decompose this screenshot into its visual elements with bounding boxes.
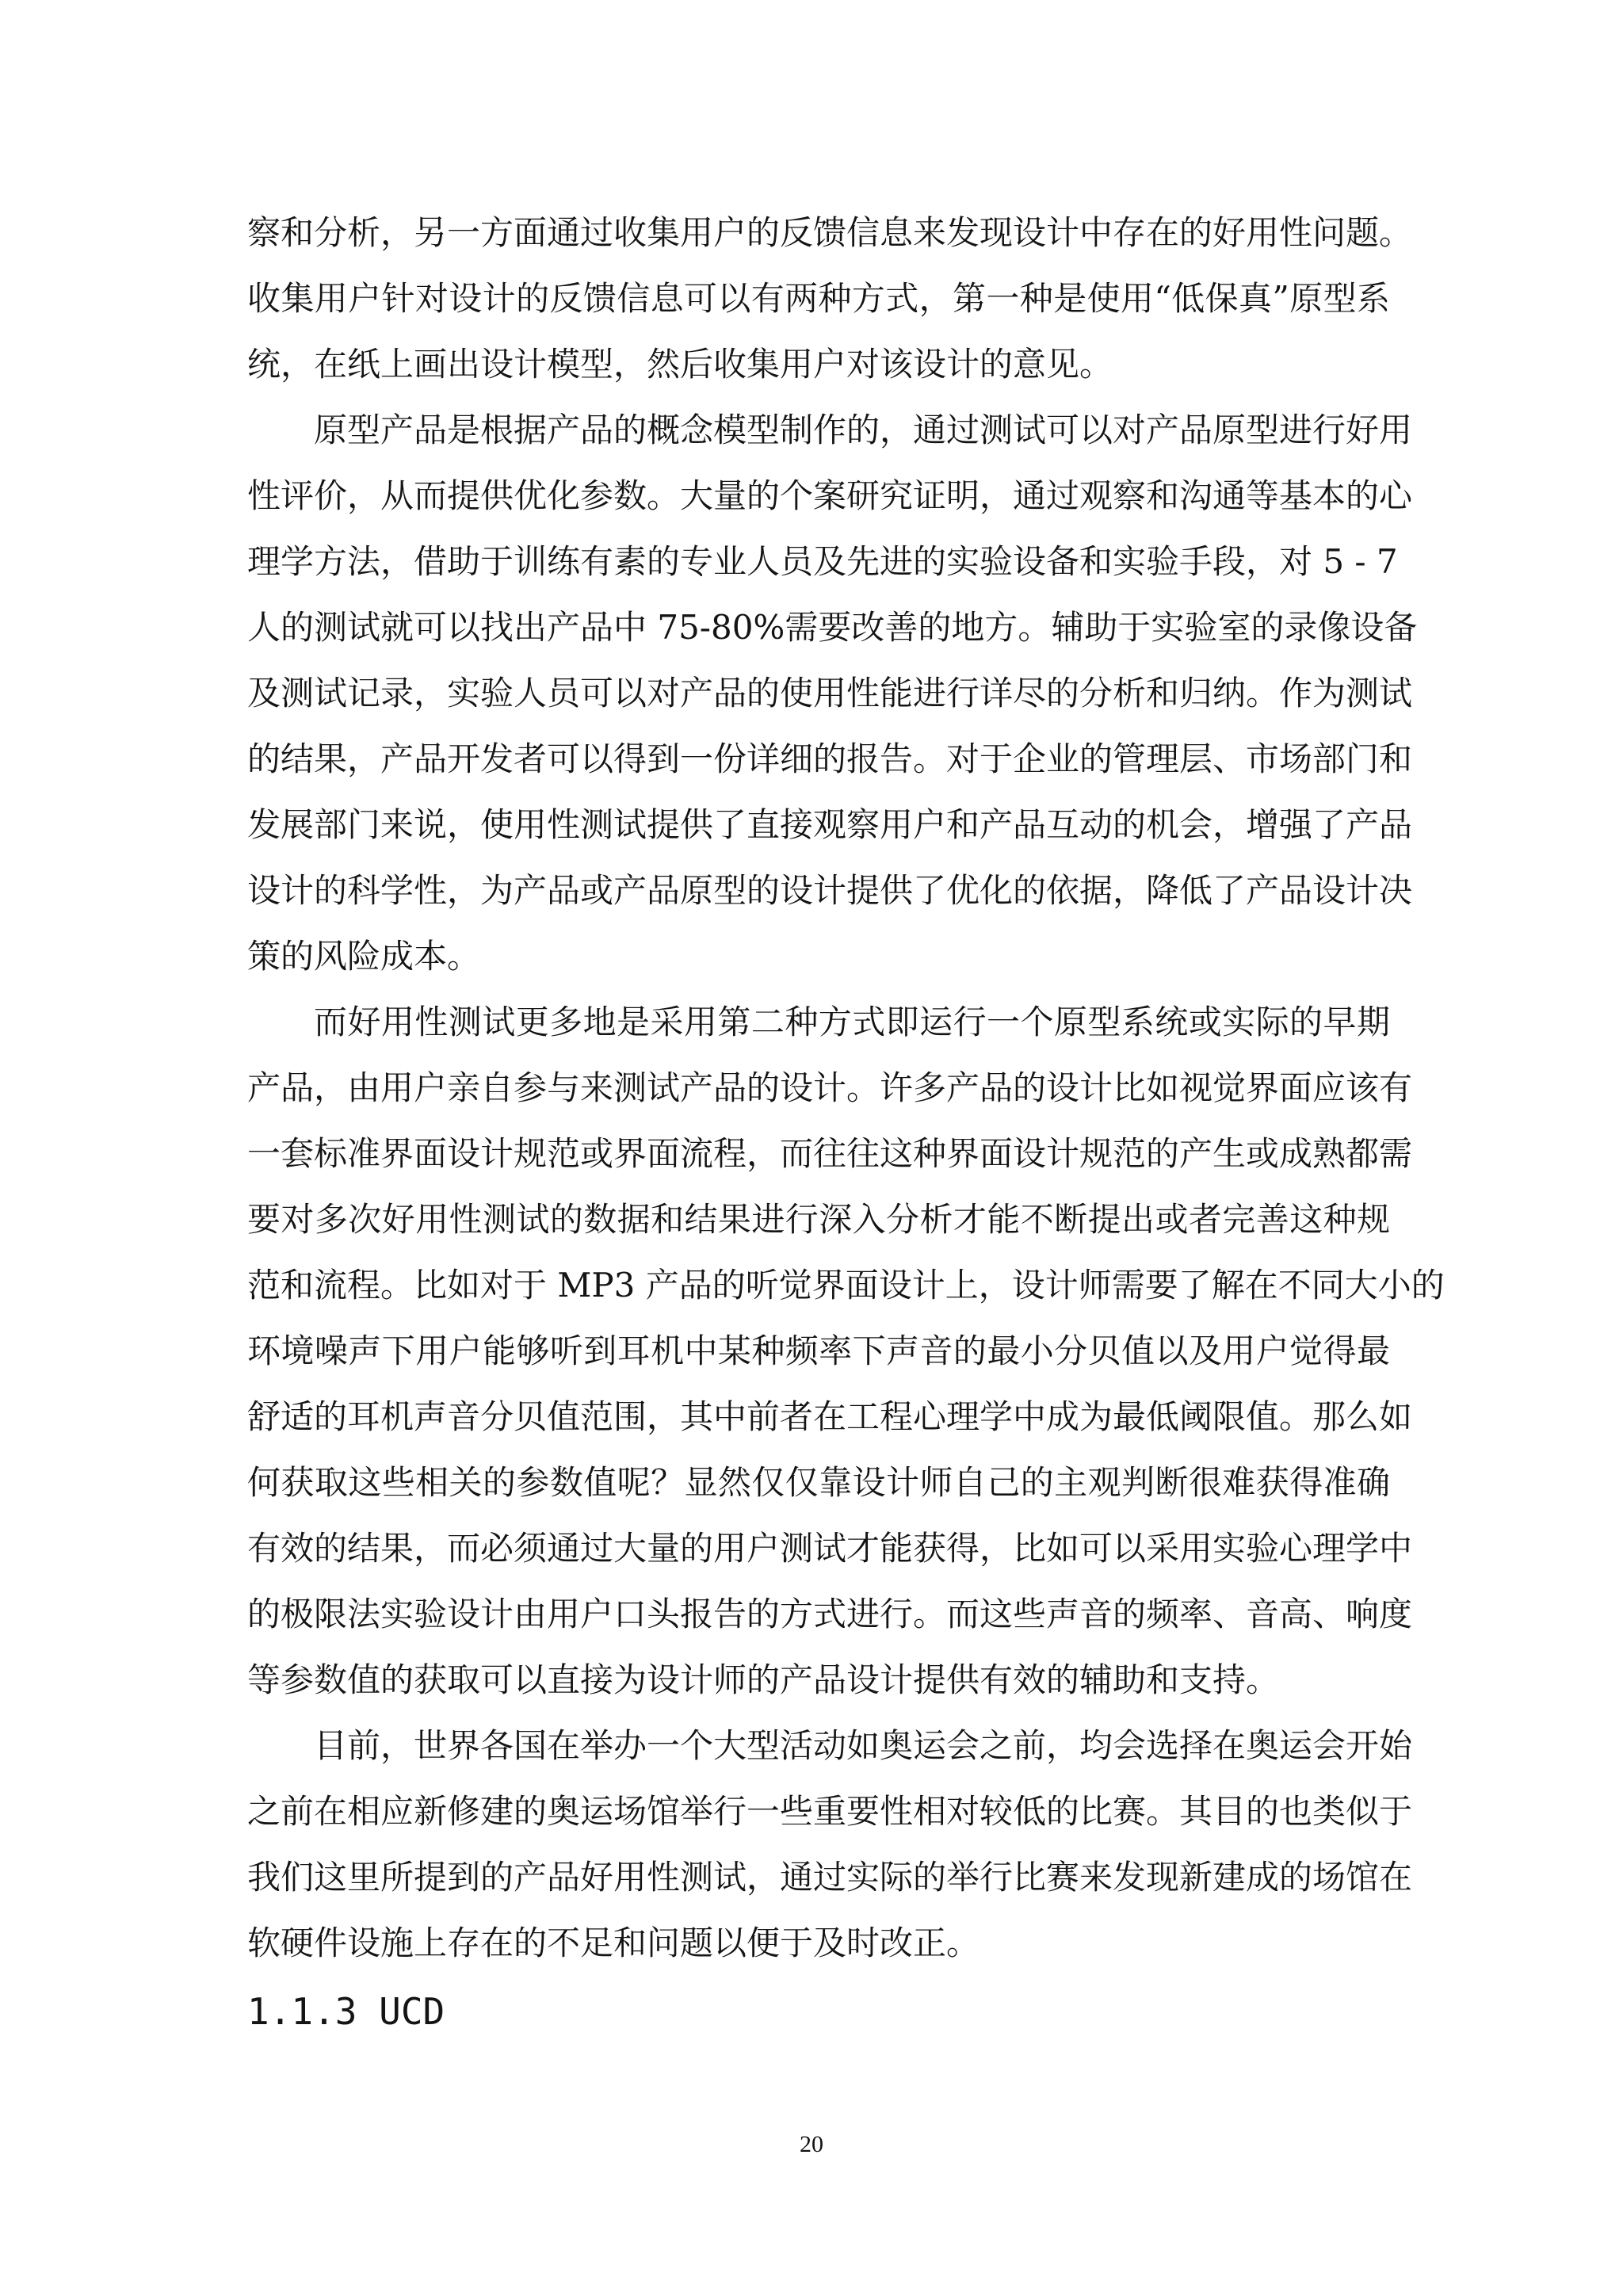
page-number: 20: [800, 2131, 823, 2157]
body-text: [247, 200, 1445, 1976]
paragraph-line: 原型产品是根据产品的概念模型制作的，通过测试可以对产品原型进行好用: [314, 411, 1413, 449]
paragraph-line: 统，在纸上画出设计模型，然后收集用户对该设计的意见。: [247, 345, 1113, 384]
paragraph-line: 环境噪声下用户能够听到耳机中某种频率下声音的最小分贝值以及用户觉得最: [247, 1331, 1390, 1370]
paragraph-line: 人的测试就可以找出产品中 75-80%需要改善的地方。辅助于实验室的录像设备: [247, 608, 1418, 647]
paragraph-line: 舒适的耳机声音分贝值范围，其中前者在工程心理学中成为最低阈限值。那么如: [247, 1397, 1413, 1436]
paragraph-line: 及测试记录，实验人员可以对产品的使用性能进行详尽的分析和归纳。作为测试: [247, 674, 1413, 712]
paragraph-line: 策的风险成本。: [247, 937, 481, 976]
paragraph-line: 察和分析，另一方面通过收集用户的反馈信息来发现设计中存在的好用性问题。: [247, 213, 1413, 252]
paragraph-line: 目前，世界各国在举办一个大型活动如奥运会之前，均会选择在奥运会开始: [314, 1726, 1413, 1765]
paragraph-line: 等参数值的获取可以直接为设计师的产品设计提供有效的辅助和支持。: [247, 1660, 1280, 1699]
paragraph-line: 而好用性测试更多地是采用第二种方式即运行一个原型系统或实际的早期: [314, 1003, 1390, 1041]
paragraph-line: 的结果，产品开发者可以得到一份详细的报告。对于企业的管理层、市场部门和: [247, 739, 1413, 778]
paragraph-line: 发展部门来说，使用性测试提供了直接观察用户和产品互动的机会，增强了产品: [247, 805, 1413, 844]
paragraph-line: 产品，由用户亲自参与来测试产品的设计。许多产品的设计比如视觉界面应该有: [247, 1068, 1413, 1107]
paragraph-line: 收集用户针对设计的反馈信息可以有两种方式，第一种是使用“低保真”原型系: [247, 279, 1390, 318]
paragraph-line: 设计的科学性，为产品或产品原型的设计提供了优化的依据，降低了产品设计决: [247, 871, 1413, 910]
paragraph-line: 有效的结果，而必须通过大量的用户测试才能获得，比如可以采用实验心理学中: [247, 1529, 1413, 1568]
paragraph-line: 要对多次好用性测试的数据和结果进行深入分析才能不断提出或者完善这种规: [247, 1200, 1390, 1239]
paragraph-line: 理学方法，借助于训练有素的专业人员及先进的实验设备和实验手段，对 5 - 7: [247, 542, 1398, 581]
paragraph-line: 性评价，从而提供优化参数。大量的个案研究证明，通过观察和沟通等基本的心: [247, 476, 1413, 515]
paragraph-line: 软硬件设施上存在的不足和问题以便于及时改正。: [247, 1924, 980, 1962]
paragraph-line: 之前在相应新修建的奥运场馆举行一些重要性相对较低的比赛。其目的也类似于: [247, 1792, 1413, 1831]
paragraph-line: 何获取这些相关的参数值呢？显然仅仅靠设计师自己的主观判断很难获得准确: [247, 1463, 1390, 1502]
paragraph-line: 我们这里所提到的产品好用性测试，通过实际的举行比赛来发现新建成的场馆在: [247, 1858, 1413, 1897]
paragraph-line: 一套标准界面设计规范或界面流程，而往往这种界面设计规范的产生或成熟都需: [247, 1134, 1413, 1173]
section-heading: 1.1.3 UCD: [247, 1990, 445, 2033]
paragraph-line: 的极限法实验设计由用户口头报告的方式进行。而这些声音的频率、音高、响度: [247, 1595, 1413, 1633]
paragraph-line: 范和流程。比如对于 MP3 产品的听觉界面设计上，设计师需要了解在不同大小的: [247, 1266, 1445, 1305]
